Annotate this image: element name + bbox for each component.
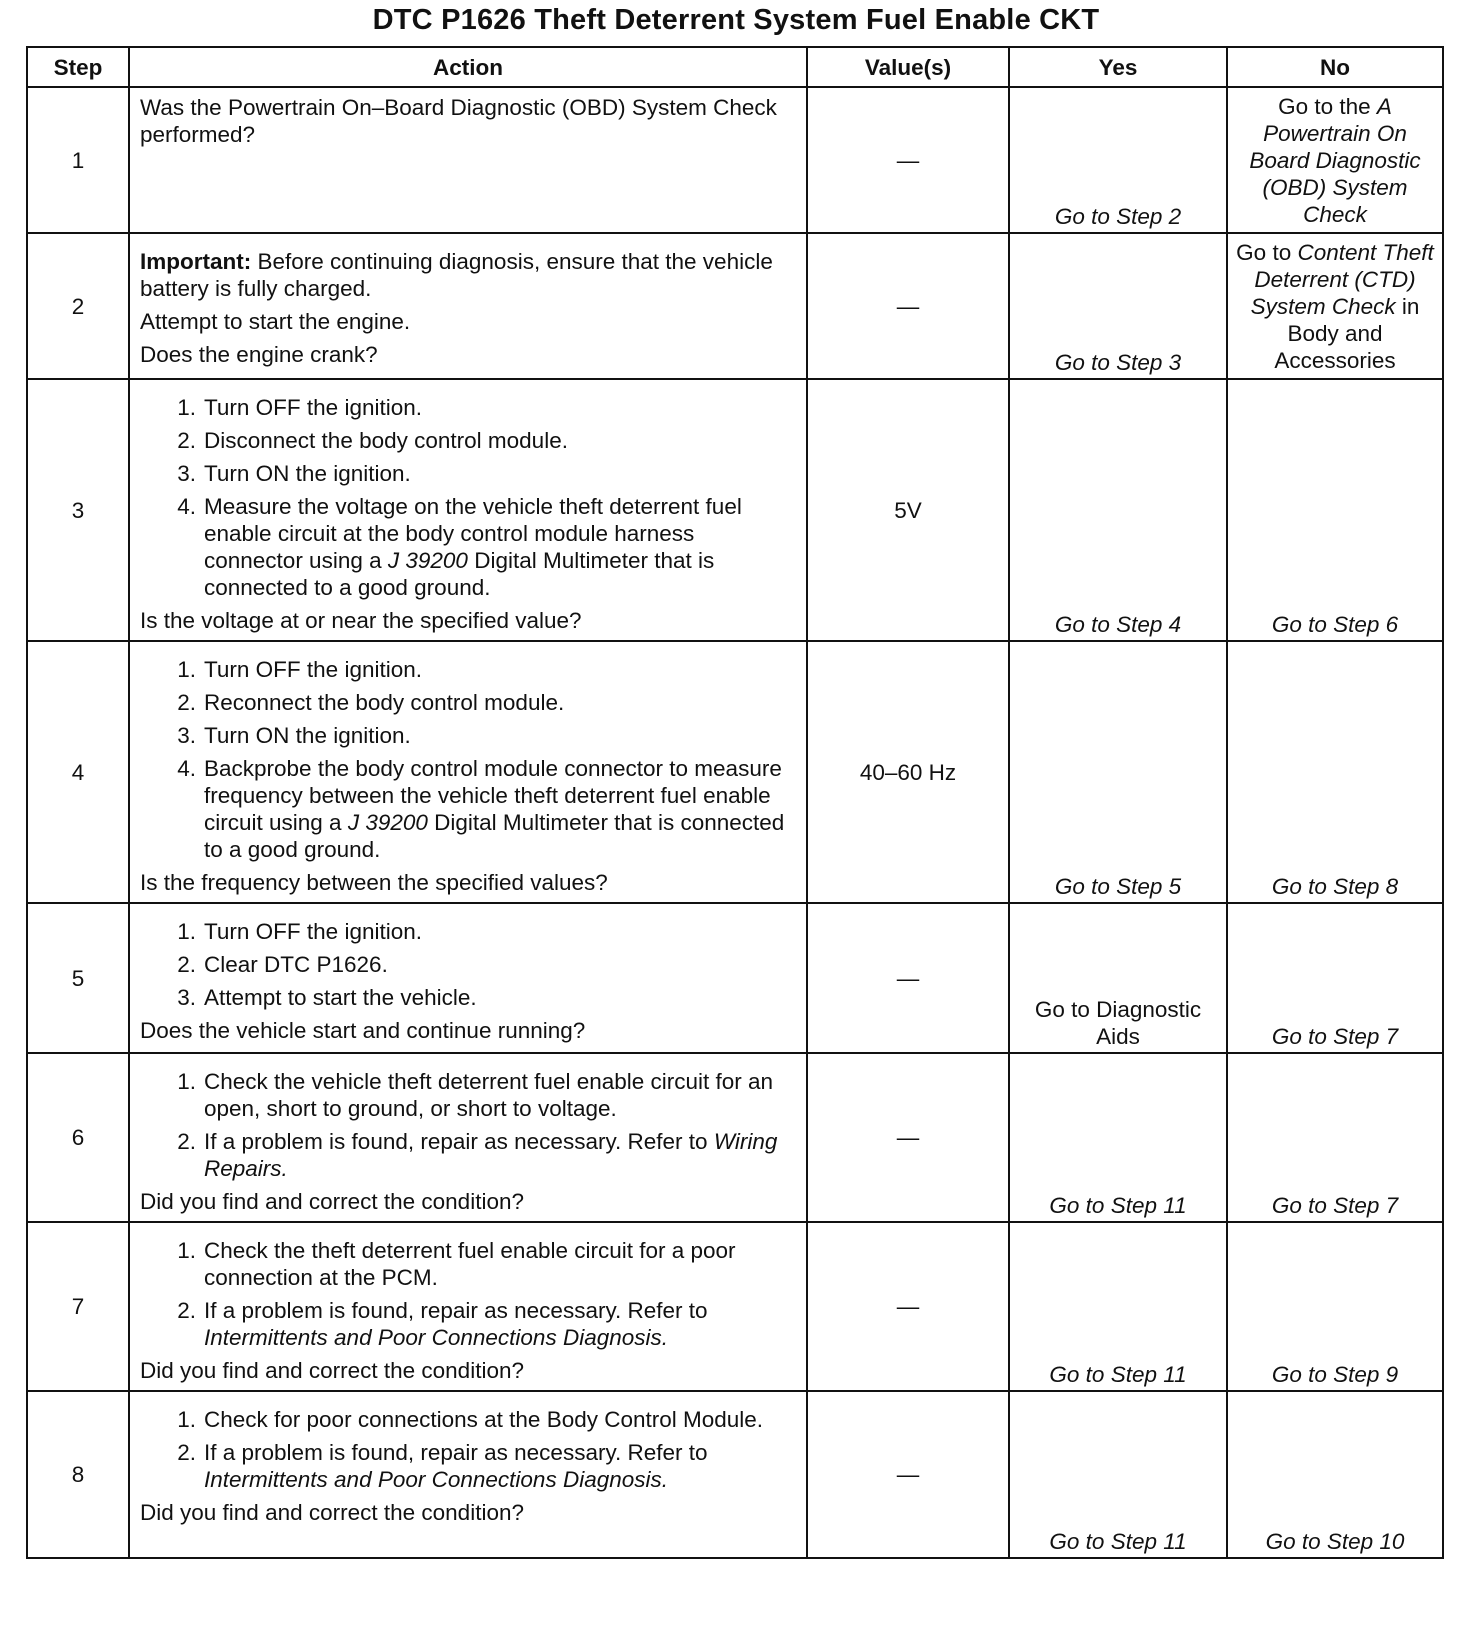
list-item: 1. Turn OFF the ignition. xyxy=(177,657,423,682)
list-item: 2. Disconnect the body control module. xyxy=(177,428,568,453)
no-cell: Go to Step 8 xyxy=(1227,641,1443,903)
list-item: 1. Check the theft deterrent fuel enable circuit for a poor connection at the PCM. xyxy=(177,1238,736,1290)
instruction-list xyxy=(140,1406,796,1493)
table-row xyxy=(27,903,1443,1053)
yes-cell: Go to Step 5 xyxy=(1009,641,1227,903)
action-cell xyxy=(129,1053,807,1222)
instruction-list xyxy=(140,918,796,1011)
manual-reference: Wiring Repairs. xyxy=(204,1129,778,1181)
action-cell xyxy=(129,379,807,641)
no-text: Go to the xyxy=(1278,93,1377,119)
value-cell: — xyxy=(807,233,1009,379)
tool-reference: J 39200 xyxy=(387,548,468,573)
value-cell: — xyxy=(807,1053,1009,1222)
table-row xyxy=(27,87,1443,233)
no-text: Go to xyxy=(1236,239,1298,265)
question-text: Was the Powertrain On–Board Diagnostic (OBD) System Check performed? xyxy=(140,95,777,147)
no-reference: Content Theft Deterrent (CTD) System Check xyxy=(1250,239,1434,319)
header-step: Step xyxy=(27,47,129,87)
question-text: Does the engine crank? xyxy=(140,342,378,367)
table-row xyxy=(27,1391,1443,1558)
list-item: 4. Backprobe the body control module connector to measure frequency between the vehicle theft deterrent fuel enable circuit using a J 39200 Digital Multimeter that is connected to a good ground. xyxy=(177,756,785,862)
question-text: Did you find and correct the condition? xyxy=(140,1189,524,1214)
no-text-after: in Body and Accessories xyxy=(1274,293,1420,373)
value-cell: — xyxy=(807,1222,1009,1391)
step-number: 5 xyxy=(27,903,129,1053)
list-item: 1. Check the vehicle theft deterrent fuel enable circuit for an open, short to ground, or short to voltage. xyxy=(177,1069,774,1121)
table-row xyxy=(27,1222,1443,1391)
no-cell: Go to Step 10 xyxy=(1227,1391,1443,1558)
instruction-list xyxy=(140,394,796,601)
step-number: 4 xyxy=(27,641,129,903)
table-row xyxy=(27,641,1443,903)
value-cell: 5V xyxy=(807,379,1009,641)
list-item: 2. If a problem is found, repair as necessary. Refer to Intermittents and Poor Connections Diagnosis. xyxy=(177,1440,708,1492)
question-text: Is the voltage at or near the specified value? xyxy=(140,608,582,633)
header-value: Value(s) xyxy=(807,47,1009,87)
step-number: 1 xyxy=(27,87,129,233)
list-item: 4. Measure the voltage on the vehicle theft deterrent fuel enable circuit at the body control module harness connector using a J 39200 Digital Multimeter that is connected to a good ground. xyxy=(177,494,742,600)
question-text: Does the vehicle start and continue running? xyxy=(140,1018,586,1043)
yes-cell: Go to Step 3 xyxy=(1009,233,1227,379)
no-cell: Go to Step 7 xyxy=(1227,903,1443,1053)
instruction-list xyxy=(140,1068,796,1182)
value-cell: — xyxy=(807,87,1009,233)
value-cell: — xyxy=(807,1391,1009,1558)
list-item: 2. Clear DTC P1626. xyxy=(177,952,388,977)
action-cell xyxy=(129,87,807,233)
action-cell xyxy=(129,233,807,379)
no-cell: Go to Step 6 xyxy=(1227,379,1443,641)
table-row xyxy=(27,379,1443,641)
instruction-list xyxy=(140,656,796,863)
important-note xyxy=(140,248,796,302)
question-text: Is the frequency between the specified values? xyxy=(140,870,608,895)
list-item: 2. If a problem is found, repair as necessary. Refer to Intermittents and Poor Connections Diagnosis. xyxy=(177,1298,708,1350)
action-cell xyxy=(129,1222,807,1391)
yes-cell: Go to Diagnostic Aids xyxy=(1009,903,1227,1053)
step-number: 6 xyxy=(27,1053,129,1222)
page-title: DTC P1626 Theft Deterrent System Fuel Enable CKT xyxy=(372,4,1100,36)
manual-reference: Intermittents and Poor Connections Diagnosis. xyxy=(204,1325,668,1350)
important-text: Before continuing diagnosis, ensure that the vehicle battery is fully charged. xyxy=(140,249,773,301)
no-cell: Go to Step 7 xyxy=(1227,1053,1443,1222)
header-row xyxy=(27,47,1443,87)
list-item: 3. Turn ON the ignition. xyxy=(177,723,411,748)
diagnostic-table xyxy=(26,46,1444,1559)
important-label: Important: xyxy=(140,249,252,274)
action-cell xyxy=(129,903,807,1053)
question-text: Did you find and correct the condition? xyxy=(140,1500,524,1525)
list-item: 3. Attempt to start the vehicle. xyxy=(177,985,477,1010)
header-yes: Yes xyxy=(1009,47,1227,87)
table-row xyxy=(27,1053,1443,1222)
step-number: 3 xyxy=(27,379,129,641)
no-cell: Go to Step 9 xyxy=(1227,1222,1443,1391)
header-action: Action xyxy=(129,47,807,87)
list-item: 2. Reconnect the body control module. xyxy=(177,690,565,715)
instruction-text: Attempt to start the engine. xyxy=(140,309,411,334)
list-item: 1. Turn OFF the ignition. xyxy=(177,919,423,944)
step-number: 2 xyxy=(27,233,129,379)
no-cell xyxy=(1227,233,1443,379)
header-no: No xyxy=(1227,47,1443,87)
list-item: 3. Turn ON the ignition. xyxy=(177,461,411,486)
table-row xyxy=(27,233,1443,379)
action-cell xyxy=(129,1391,807,1558)
no-cell xyxy=(1227,87,1443,233)
list-item: 1. Check for poor connections at the Body Control Module. xyxy=(177,1407,764,1432)
value-cell: — xyxy=(807,903,1009,1053)
value-cell: 40–60 Hz xyxy=(807,641,1009,903)
yes-cell: Go to Step 11 xyxy=(1009,1222,1227,1391)
manual-reference: Intermittents and Poor Connections Diagnosis. xyxy=(204,1467,668,1492)
question-text: Did you find and correct the condition? xyxy=(140,1358,524,1383)
yes-cell: Go to Step 4 xyxy=(1009,379,1227,641)
tool-reference: J 39200 xyxy=(347,810,428,835)
no-reference: A Powertrain On Board Diagnostic (OBD) System Check xyxy=(1249,93,1421,227)
yes-cell: Go to Step 2 xyxy=(1009,87,1227,233)
yes-cell: Go to Step 11 xyxy=(1009,1391,1227,1558)
yes-cell: Go to Step 11 xyxy=(1009,1053,1227,1222)
list-item: 2. If a problem is found, repair as necessary. Refer to Wiring Repairs. xyxy=(177,1129,778,1181)
action-cell xyxy=(129,641,807,903)
step-number: 8 xyxy=(27,1391,129,1558)
step-number: 7 xyxy=(27,1222,129,1391)
instruction-list xyxy=(140,1237,796,1351)
list-item: 1. Turn OFF the ignition. xyxy=(177,395,423,420)
